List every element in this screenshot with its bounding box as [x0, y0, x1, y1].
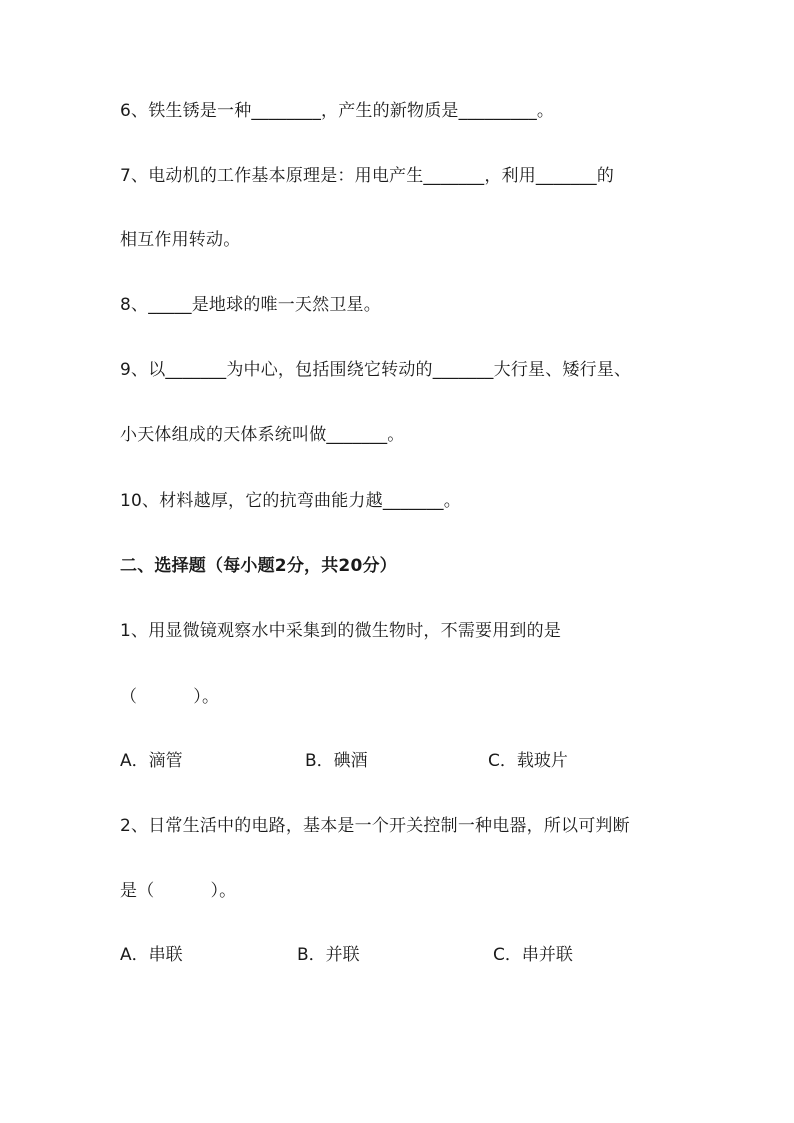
- mc-question-1-option-b: B．碘酒: [305, 751, 368, 771]
- question-7-line-1: 7、电动机的工作基本原理是：用电产生_______，利用_______的: [120, 166, 615, 186]
- question-7-line-2: 相互作用转动。: [120, 230, 241, 250]
- question-8: 8、_____是地球的唯一天然卫星。: [120, 295, 381, 315]
- mc-question-2-option-c: C．串并联: [493, 945, 573, 965]
- mc-question-1-line-1: 1、用显微镜观察水中采集到的微生物时，不需要用到的是: [120, 621, 562, 641]
- mc-question-2-line-2: 是（ ）。: [120, 881, 237, 901]
- mc-question-2-option-b: B．并联: [297, 945, 360, 965]
- mc-question-1-option-a: A．滴管: [120, 751, 183, 771]
- question-9-line-2: 小天体组成的天体系统叫做_______。: [120, 425, 405, 445]
- mc-question-1-line-2: （ ）。: [120, 687, 220, 707]
- question-9-line-1: 9、以_______为中心，包括围绕它转动的_______大行星、矮行星、: [120, 360, 632, 380]
- section-heading: 二、选择题（每小题2分，共20分）: [120, 556, 397, 576]
- question-6: 6、铁生锈是一种________，产生的新物质是_________。: [120, 101, 555, 121]
- mc-question-2-option-a: A．串联: [120, 945, 183, 965]
- mc-question-2-line-1: 2、日常生活中的电路，基本是一个开关控制一种电器，所以可判断: [120, 816, 630, 836]
- mc-question-1-option-c: C．载玻片: [488, 751, 568, 771]
- question-10: 10、材料越厚，它的抗弯曲能力越_______。: [120, 491, 461, 511]
